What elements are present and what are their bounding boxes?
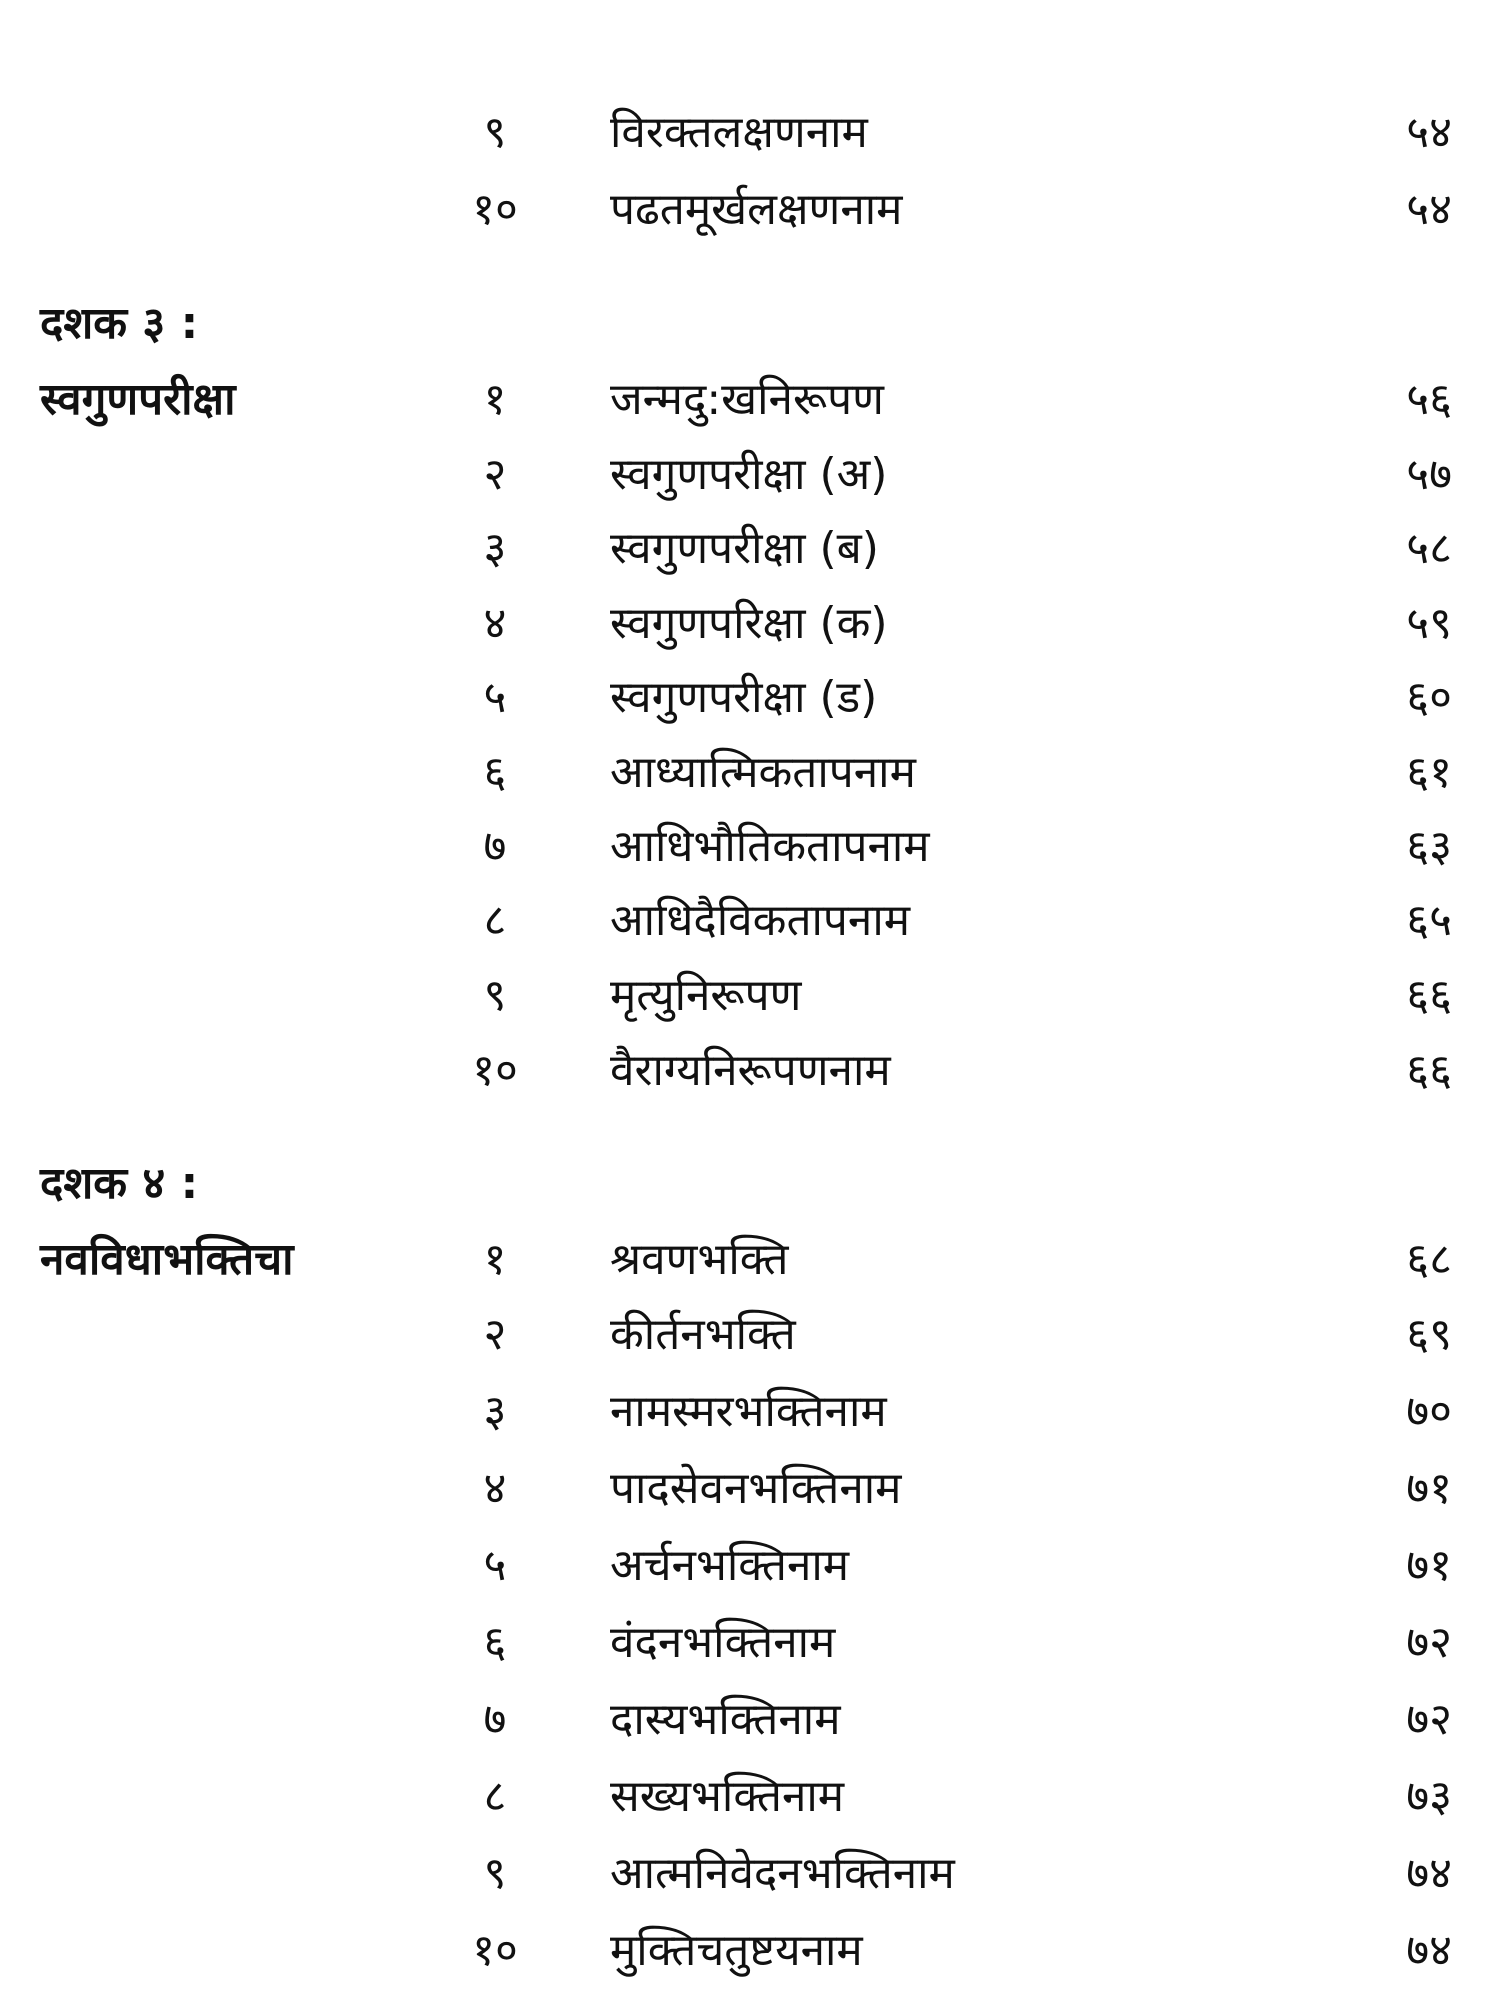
- entry-page: ७१: [1406, 1463, 1452, 1514]
- entry-title: कीर्तनभक्ति: [610, 1309, 796, 1360]
- entry-title: वैराग्यनिरूपणनाम: [610, 1045, 891, 1096]
- entry-number: ३: [483, 1386, 507, 1437]
- toc-entry: [0, 172, 1500, 248]
- entry-page: ७०: [1406, 1386, 1452, 1437]
- entry-number: १: [483, 1234, 507, 1285]
- entry-title: जन्मदु:खनिरूपण: [610, 374, 884, 425]
- entry-title: आध्यात्मिकतापनाम: [610, 747, 916, 798]
- entry-title: स्वगुणपरीक्षा (अ): [610, 449, 888, 500]
- entry-number: ९: [483, 1848, 507, 1899]
- section-name: स्वगुणपरीक्षा: [40, 374, 236, 425]
- entry-title: नामस्मरभक्तिनाम: [610, 1386, 887, 1437]
- entry-page: ५४: [1406, 107, 1452, 158]
- entry-page: ६३: [1406, 821, 1452, 872]
- entry-title: स्वगुणपरिक्षा (क): [610, 598, 888, 649]
- section-heading: दशक ४ :: [40, 1158, 199, 1209]
- entry-page: ६९: [1406, 1309, 1452, 1360]
- toc-entry: [0, 735, 1500, 811]
- toc-entry: [0, 1605, 1500, 1681]
- entry-page: ५९: [1406, 598, 1452, 649]
- entry-number: ४: [483, 598, 507, 649]
- entry-number: १०: [472, 184, 518, 235]
- entry-title: आधिदैविकतापनाम: [610, 895, 911, 946]
- entry-title: पादसेवनभक्तिनाम: [610, 1463, 902, 1514]
- entry-page: ७२: [1406, 1694, 1452, 1745]
- entry-title: श्रवणभक्ति: [610, 1234, 789, 1285]
- toc-entry: [0, 958, 1500, 1034]
- entry-page: ५४: [1406, 184, 1452, 235]
- toc-entry: [0, 1528, 1500, 1604]
- entry-number: ४: [483, 1463, 507, 1514]
- entry-title: पढतमूर्खलक्षणनाम: [610, 184, 903, 235]
- entry-title: मुक्तिचतुष्टयनाम: [610, 1925, 863, 1976]
- entry-number: ७: [483, 1694, 507, 1745]
- entry-page: ५८: [1406, 523, 1452, 574]
- toc-entry: [0, 1451, 1500, 1527]
- toc-entry: [0, 1297, 1500, 1373]
- entry-page: ५७: [1406, 449, 1452, 500]
- entry-number: ९: [483, 107, 507, 158]
- entry-number: ८: [483, 895, 507, 946]
- entry-page: ६६: [1406, 1045, 1452, 1096]
- entry-title: आत्मनिवेदनभक्तिनाम: [610, 1848, 955, 1899]
- entry-number: ९: [483, 970, 507, 1021]
- entry-number: ५: [483, 1540, 507, 1591]
- entry-title: स्वगुणपरीक्षा (ब): [610, 523, 879, 574]
- entry-page: ६८: [1406, 1234, 1452, 1285]
- entry-title: सख्यभक्तिनाम: [610, 1771, 845, 1822]
- toc-entry: [0, 586, 1500, 662]
- entry-page: ६५: [1406, 895, 1452, 946]
- toc-entry: [0, 883, 1500, 959]
- toc-entry: [0, 809, 1500, 885]
- entry-title: मृत्युनिरूपण: [610, 970, 802, 1021]
- toc-entry: [0, 660, 1500, 736]
- entry-page: ६१: [1406, 747, 1452, 798]
- toc-entry: [0, 1222, 1500, 1298]
- entry-number: १०: [472, 1045, 518, 1096]
- entry-title: स्वगुणपरीक्षा (ड): [610, 672, 878, 723]
- entry-page: ७२: [1406, 1617, 1452, 1668]
- toc-entry: [0, 1374, 1500, 1450]
- entry-page: ६०: [1406, 672, 1452, 723]
- toc-entry: [0, 1836, 1500, 1912]
- entry-number: २: [483, 449, 507, 500]
- toc-entry: [0, 1033, 1500, 1109]
- toc-entry: [0, 437, 1500, 513]
- section-name: नवविधाभक्तिचा: [40, 1234, 294, 1285]
- entry-number: ६: [483, 747, 507, 798]
- entry-page: ७४: [1406, 1925, 1452, 1976]
- toc-entry: [0, 1682, 1500, 1758]
- toc-entry: [0, 95, 1500, 171]
- entry-number: १: [483, 374, 507, 425]
- toc-entry: [0, 1913, 1500, 1989]
- entry-page: ५६: [1406, 374, 1452, 425]
- entry-title: दास्यभक्तिनाम: [610, 1694, 841, 1745]
- entry-page: ७१: [1406, 1540, 1452, 1591]
- entry-number: ६: [483, 1617, 507, 1668]
- toc-entry: [0, 511, 1500, 587]
- entry-page: ७३: [1406, 1771, 1452, 1822]
- entry-number: २: [483, 1309, 507, 1360]
- entry-number: ८: [483, 1771, 507, 1822]
- entry-number: ५: [483, 672, 507, 723]
- entry-title: आधिभौतिकतापनाम: [610, 821, 930, 872]
- entry-title: अर्चनभक्तिनाम: [610, 1540, 850, 1591]
- toc-entry: [0, 1759, 1500, 1835]
- entry-number: १०: [472, 1925, 518, 1976]
- entry-number: ३: [483, 523, 507, 574]
- entry-title: विरक्तलक्षणनाम: [610, 107, 868, 158]
- section-heading: दशक ३ :: [40, 298, 199, 349]
- entry-title: वंदनभक्तिनाम: [610, 1617, 836, 1668]
- entry-page: ६६: [1406, 970, 1452, 1021]
- entry-number: ७: [483, 821, 507, 872]
- toc-entry: [0, 362, 1500, 438]
- entry-page: ७४: [1406, 1848, 1452, 1899]
